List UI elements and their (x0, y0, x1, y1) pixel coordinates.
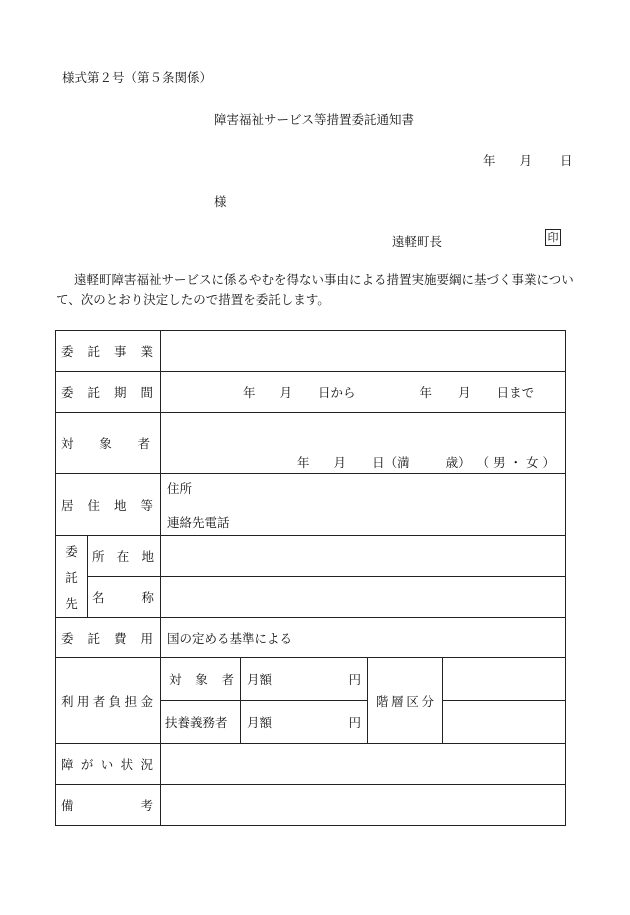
period-start-day: 日から (318, 385, 356, 400)
subject-gender: （ 男 ・ 女 ） (476, 455, 555, 470)
document-title: 障害福祉サービス等措置委託通知書 (214, 112, 415, 127)
subject-birth-day: 日（満 (372, 455, 410, 470)
row-consignee-name (56, 577, 566, 618)
date-day: 日 (560, 153, 573, 168)
label-char: 所 (92, 549, 105, 564)
subject-value[interactable] (161, 413, 566, 474)
label-char: 階 (376, 693, 389, 709)
issuer-name: 遠軽町長 (392, 234, 443, 249)
consignee-name-label (88, 577, 161, 618)
label-char: 分 (421, 693, 434, 709)
row-commission-business (56, 331, 566, 372)
label-char: 委 (61, 630, 74, 646)
period-end-month: 月 (458, 385, 471, 400)
label-char: 対 (61, 436, 74, 451)
class-division-value-2[interactable] (443, 701, 566, 744)
label-char: 用 (76, 693, 90, 709)
label-char: 間 (140, 385, 153, 400)
label-char: 在 (116, 549, 130, 564)
row-commission-period (56, 372, 566, 413)
label-char: 託 (87, 630, 100, 646)
label-char: 象 (195, 672, 208, 687)
subject-birth-month: 月 (333, 455, 347, 470)
commission-table (55, 330, 566, 826)
label-char: 障 (61, 757, 74, 772)
label-char: 備 (61, 798, 74, 813)
consignee-name-value[interactable] (161, 577, 566, 618)
label-char: 区 (406, 693, 419, 709)
label-char: 委 (61, 344, 74, 359)
label-char: 等 (140, 497, 153, 513)
commission-fee-label (56, 618, 161, 658)
label-char: 業 (140, 344, 153, 359)
residence-label (56, 474, 161, 536)
remarks-value[interactable] (161, 785, 566, 826)
label-char: 担 (124, 693, 138, 709)
residence-address-label: 住所 (167, 480, 193, 496)
residence-phone-label: 連絡先電話 (167, 514, 230, 530)
row-subject (56, 413, 566, 474)
label-char: 期 (113, 385, 127, 400)
period-start-month: 月 (279, 385, 293, 400)
monthly-label: 月額 (247, 672, 273, 687)
commission-period-value[interactable] (161, 372, 566, 413)
label-char: 用 (140, 630, 153, 646)
label-char: 対 (169, 672, 182, 687)
label-char: 事 (113, 344, 127, 359)
label-char: 金 (140, 693, 153, 709)
label-char: 考 (140, 798, 153, 813)
residence-value[interactable] (161, 474, 566, 536)
period-end-day: 日まで (496, 385, 535, 400)
commission-fee-text: 国の定める基準による (167, 630, 293, 646)
consignee-location-value[interactable] (161, 536, 566, 577)
burden-guardian-amount[interactable] (241, 701, 368, 744)
commission-business-label (56, 331, 161, 372)
remarks-label (56, 785, 161, 826)
label-char: 委 (61, 385, 74, 400)
period-start-year: 年 (243, 385, 256, 400)
label-char: 居 (61, 497, 74, 513)
label-char: 者 (221, 672, 234, 687)
commission-period-label (56, 372, 161, 413)
consignee-location-label (88, 536, 161, 577)
guardian-label-text: 扶養義務者 (165, 715, 228, 730)
label-char: 者 (92, 693, 106, 709)
seal-mark: 印 (545, 229, 561, 246)
yen-label: 円 (348, 715, 361, 730)
disability-status-label (56, 744, 161, 785)
label-char: 状 (120, 757, 134, 772)
burden-subject-amount[interactable] (241, 658, 368, 701)
label-char: 委 (65, 543, 78, 559)
subject-birth-year: 年 (297, 455, 310, 470)
commission-business-value[interactable] (161, 331, 566, 372)
label-char: 地 (141, 549, 154, 564)
label-char: 象 (99, 436, 112, 451)
row-commission-fee (56, 618, 566, 658)
consignee-label (56, 536, 88, 618)
label-char: 称 (141, 590, 154, 605)
period-end-year: 年 (419, 385, 433, 400)
monthly-label: 月額 (247, 715, 273, 730)
label-char: 費 (113, 630, 127, 646)
row-burden-subject (56, 658, 566, 701)
subject-label (56, 413, 161, 474)
label-char: 負 (108, 693, 122, 709)
burden-subject-label (161, 658, 241, 701)
form-reference: 様式第２号（第５条関係） (62, 70, 213, 85)
burden-guardian-label (161, 701, 241, 744)
label-char: 層 (391, 693, 404, 709)
label-char: 託 (87, 344, 100, 359)
row-residence (56, 474, 566, 536)
disability-status-value[interactable] (161, 744, 566, 785)
commission-fee-value[interactable] (161, 618, 566, 658)
row-consignee-location (56, 536, 566, 577)
class-division-value-1[interactable] (443, 658, 566, 701)
label-char: 況 (140, 757, 153, 772)
date-month: 月 (519, 153, 533, 168)
row-remarks (56, 785, 566, 826)
body-text: 遠軽町障害福祉サービスに係るやむを得ない事由による措置実施要綱に基づく事業について、次のとおり決定したので措置を委託します。 (56, 272, 574, 307)
label-char: 託 (87, 385, 100, 400)
label-char: 託 (65, 569, 78, 585)
row-disability-status (56, 744, 566, 785)
label-char: 地 (113, 497, 127, 513)
recipient-suffix: 様 (214, 194, 227, 209)
label-char: が (80, 757, 94, 772)
label-char: 住 (87, 497, 100, 513)
subject-age: 歳） (445, 455, 471, 470)
yen-label: 円 (348, 672, 361, 687)
label-char: い (100, 757, 114, 772)
date-year: 年 (483, 153, 496, 168)
class-division-label (368, 658, 443, 744)
label-char: 名 (92, 590, 105, 605)
label-char: 利 (61, 693, 74, 709)
user-burden-label (56, 658, 161, 744)
label-char: 者 (137, 436, 150, 451)
label-char: 先 (65, 595, 78, 611)
date-line (483, 151, 573, 169)
